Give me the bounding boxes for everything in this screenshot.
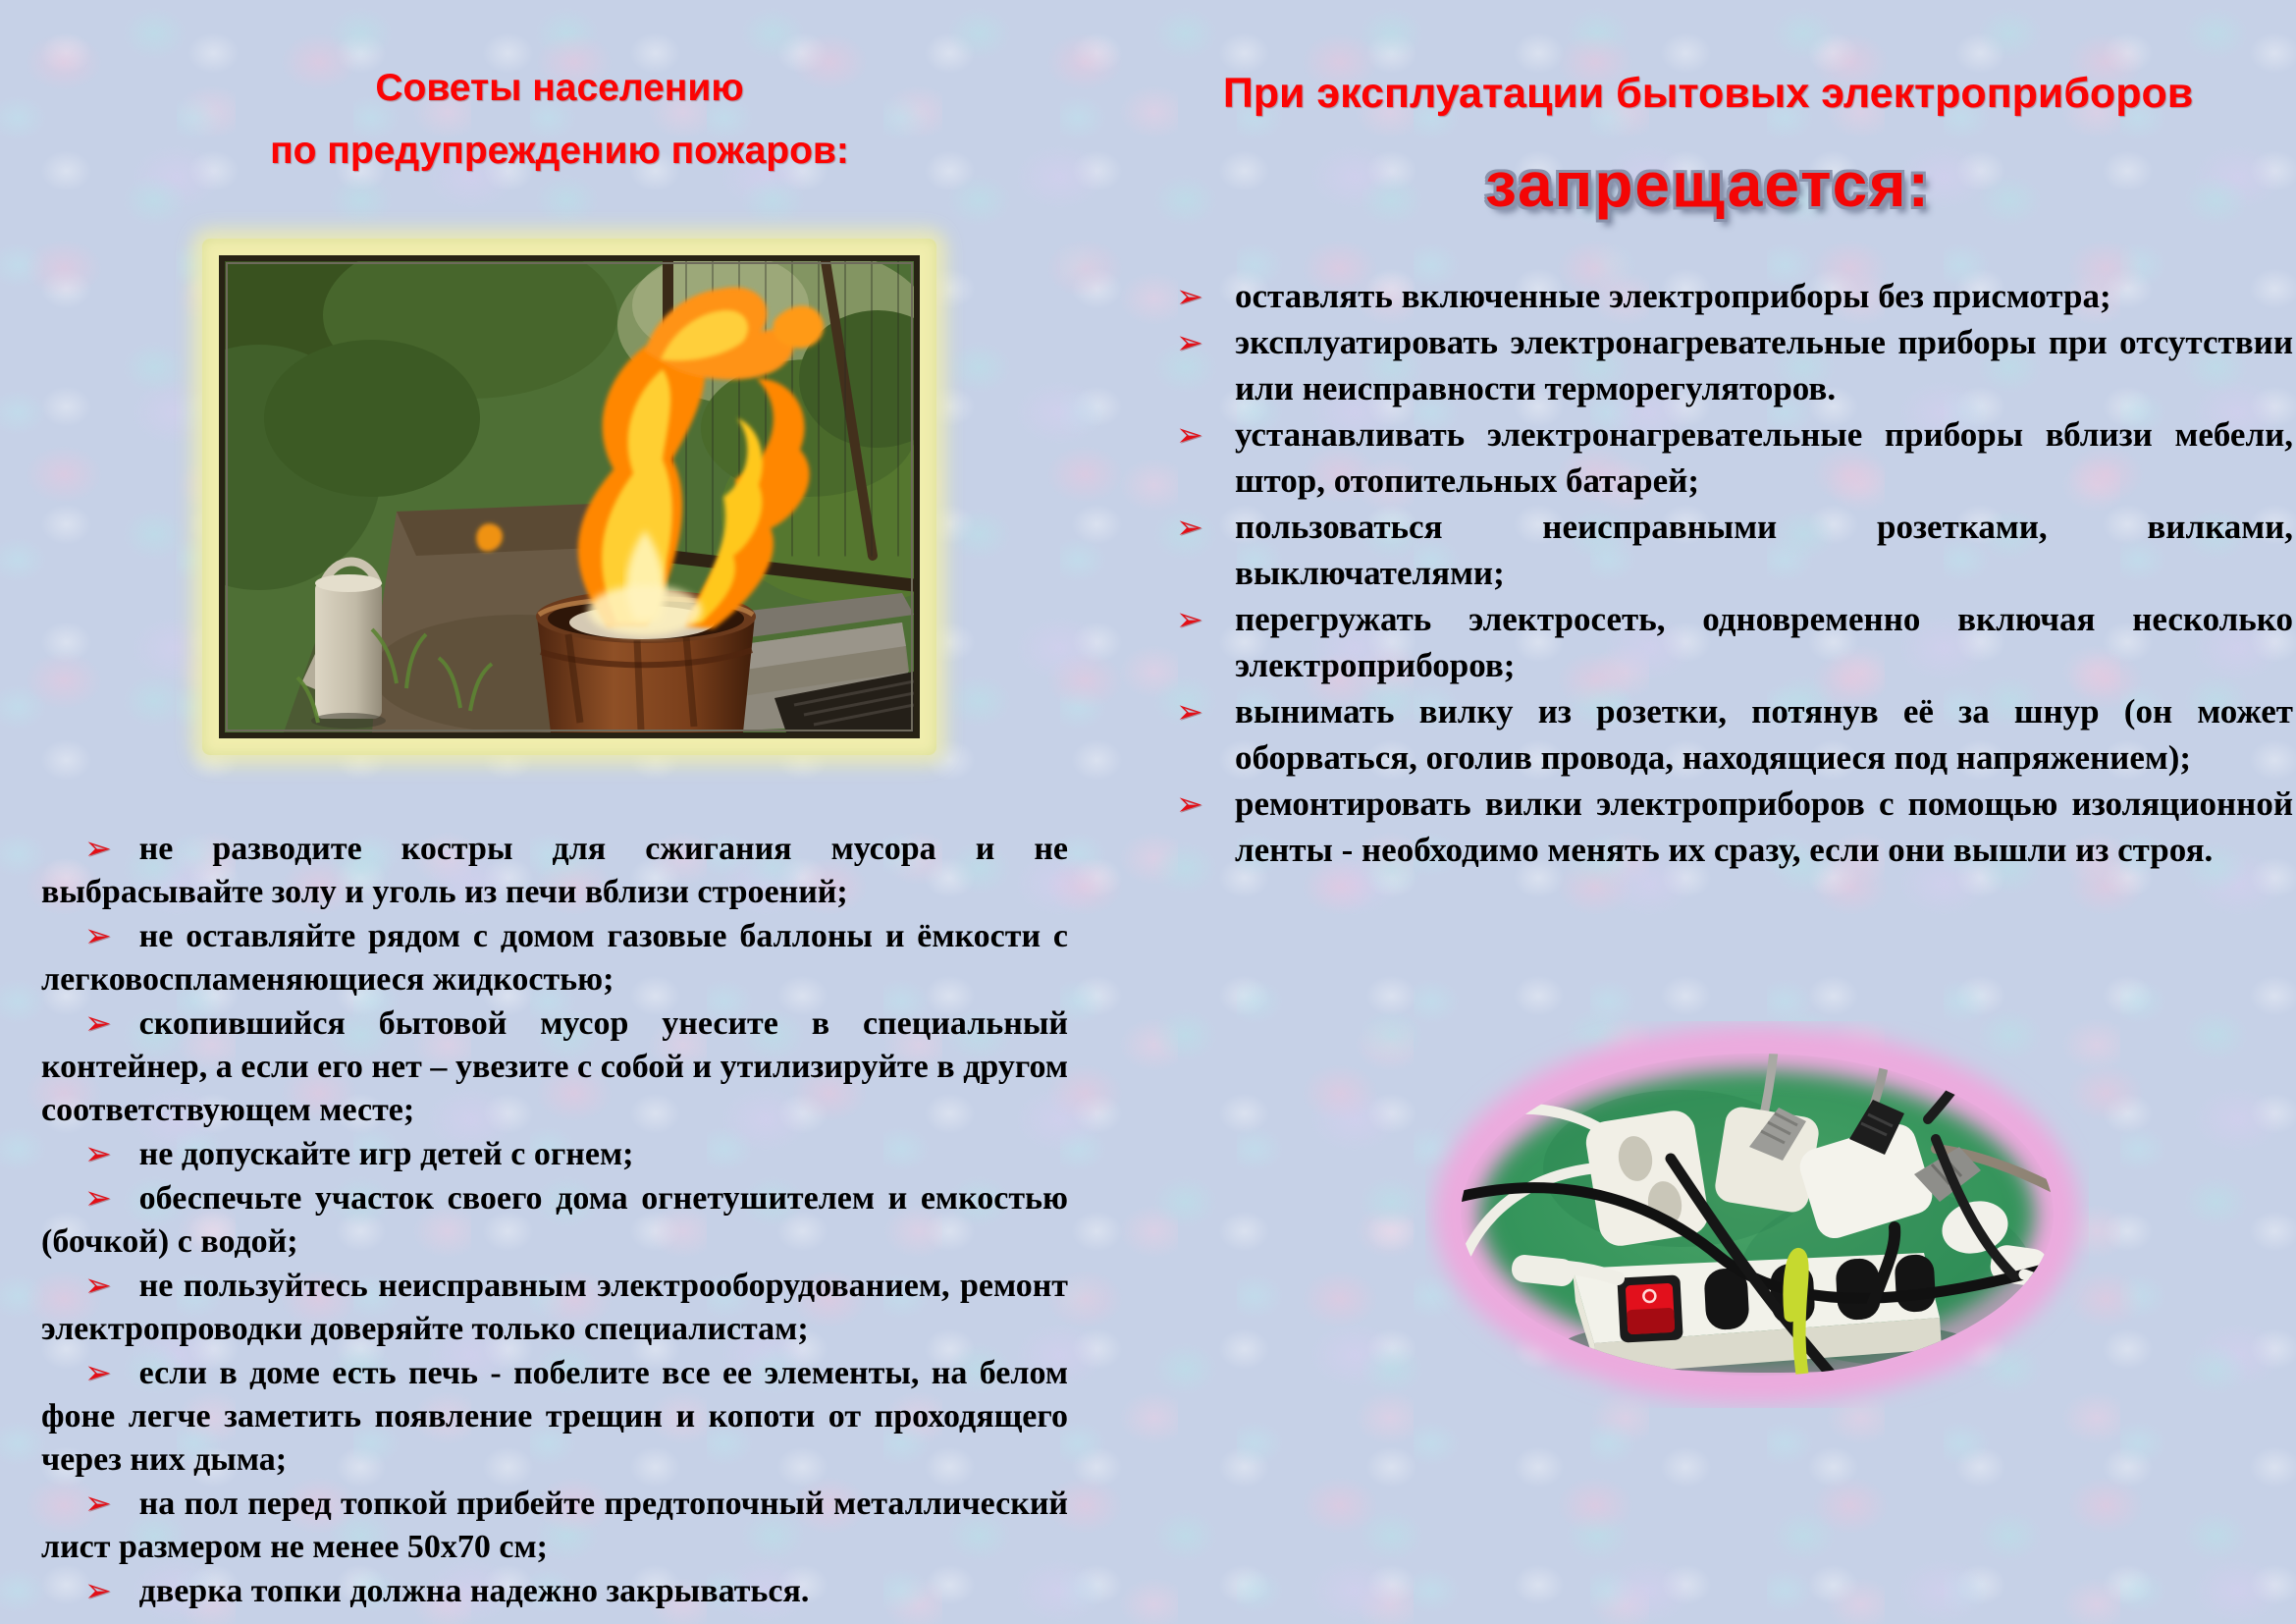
- arrow-bullet-icon: ➢: [84, 1266, 112, 1304]
- right-subtitle: запрещается:: [1485, 149, 1931, 220]
- list-item: [1158, 504, 2293, 596]
- left-title-line1: Советы населению: [375, 67, 744, 109]
- list-item-text: эксплуатировать электронагревательные приборы при отсутствии или неисправности терморегуляторов.: [1235, 323, 2293, 407]
- arrow-bullet-icon: ➢: [84, 1178, 112, 1217]
- list-item: [1158, 273, 2293, 319]
- arrow-bullet-icon: ➢: [1176, 692, 1203, 731]
- list-item: [1158, 319, 2293, 411]
- list-item: [41, 1001, 1068, 1132]
- left-title: [54, 57, 1065, 183]
- right-prohibitions-list: [1158, 273, 2293, 873]
- overloaded-power-strip-photo: [1425, 1021, 2089, 1408]
- list-item: [41, 1264, 1068, 1351]
- list-item-text: дверка топки должна надежно закрываться.: [138, 1573, 810, 1609]
- list-item-text: не допускайте игр детей с огнем;: [138, 1136, 634, 1172]
- list-item-text: вынимать вилку из розетки, потянув её за шнур (он может оборваться, оголив провода, находящиеся под напряжением);: [1235, 692, 2293, 777]
- burning-barrel-illustration: [225, 261, 914, 732]
- left-tips-list: [41, 827, 1068, 1613]
- power-strip-illustration: [1425, 1021, 2089, 1408]
- arrow-bullet-icon: ➢: [84, 1484, 112, 1522]
- list-item-text: ремонтировать вилки электроприборов с помощью изоляционной ленты - необходимо менять их сразу, если они вышли из строя.: [1235, 785, 2293, 869]
- list-item: [41, 827, 1068, 914]
- list-item: [1158, 688, 2293, 781]
- photo-frame: [219, 255, 920, 738]
- list-item: [41, 914, 1068, 1001]
- list-item-text: скопившийся бытовой мусор унесите в специальный контейнер, а если его нет – увезите с собой и утилизируйте в другом соответствующем месте;: [41, 1005, 1068, 1128]
- arrow-bullet-icon: ➢: [1176, 323, 1203, 361]
- arrow-bullet-icon: ➢: [84, 1003, 112, 1042]
- list-item-text: на пол перед топкой прибейте предтопочный металлический лист размером не менее 50x70 см;: [41, 1486, 1068, 1565]
- list-item-text: не разводите костры для сжигания мусора и не выбрасывайте золу и уголь из печи вблизи строений;: [41, 831, 1068, 910]
- arrow-bullet-icon: ➢: [84, 1134, 112, 1172]
- list-item: [1158, 411, 2293, 504]
- list-item: [41, 1176, 1068, 1264]
- list-item-text: обеспечьте участок своего дома огнетушителем и емкостью (бочкой) с водой;: [41, 1180, 1068, 1260]
- list-item-text: оставлять включенные электроприборы без присмотра;: [1235, 277, 2111, 315]
- list-item-text: устанавливать электронагревательные приборы вблизи мебели, штор, отопительных батарей;: [1235, 415, 2293, 500]
- list-item-text: перегружать электросеть, одновременно включая несколько электроприборов;: [1235, 600, 2293, 684]
- list-item: [41, 1351, 1068, 1482]
- arrow-bullet-icon: ➢: [84, 1571, 112, 1609]
- arrow-bullet-icon: ➢: [1176, 508, 1203, 546]
- burning-barrel-photo: [202, 239, 936, 755]
- left-title-line2: по предупреждению пожаров:: [270, 130, 849, 172]
- list-item: [1158, 596, 2293, 688]
- list-item: [41, 1132, 1068, 1176]
- arrow-bullet-icon: ➢: [1176, 277, 1203, 315]
- list-item: [41, 1569, 1068, 1613]
- arrow-bullet-icon: ➢: [1176, 600, 1203, 638]
- right-title: При эксплуатации бытовых электроприборов: [1222, 70, 2194, 117]
- list-item-text: не пользуйтесь неисправным электрооборудованием, ремонт электропроводки доверяйте только специалистам;: [41, 1268, 1068, 1347]
- list-item-text: не оставляйте рядом с домом газовые баллоны и ёмкости с легковоспламеняющиеся жидкостью;: [41, 918, 1068, 998]
- list-item-text: если в доме есть печь - побелите все ее элементы, на белом фоне легче заметить появление трещин и копоти от проходящего через них дыма;: [41, 1355, 1068, 1478]
- list-item: [1158, 781, 2293, 873]
- arrow-bullet-icon: ➢: [84, 1353, 112, 1391]
- arrow-bullet-icon: ➢: [84, 916, 112, 954]
- arrow-bullet-icon: ➢: [84, 829, 112, 867]
- list-item-text: пользоваться неисправными розетками, вилками, выключателями;: [1235, 508, 2293, 592]
- arrow-bullet-icon: ➢: [1176, 785, 1203, 823]
- list-item: [41, 1482, 1068, 1569]
- arrow-bullet-icon: ➢: [1176, 415, 1203, 454]
- red-power-switch: [1617, 1274, 1682, 1342]
